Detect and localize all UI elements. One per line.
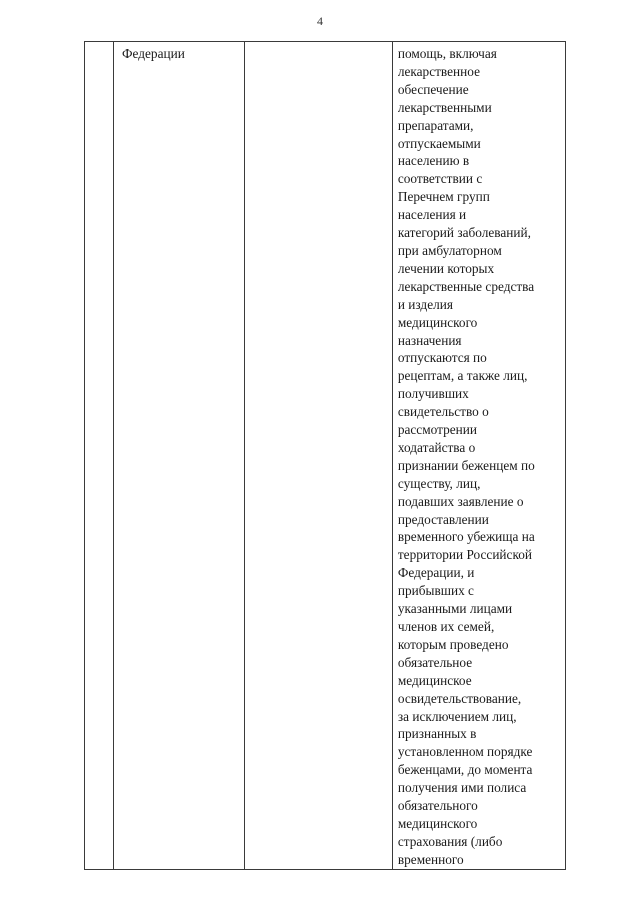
description-line: временного убежища на: [397, 529, 535, 545]
description-line: временного: [397, 851, 464, 867]
description-line: Перечнем групп: [397, 189, 490, 205]
table-cell-empty: [244, 42, 392, 870]
page-number: 4: [317, 14, 323, 28]
description-line: признанных в: [397, 726, 477, 742]
description-line: освидетельствование,: [397, 690, 522, 706]
description-line: получивших: [397, 386, 469, 402]
description-line: признании беженцем по: [397, 457, 535, 473]
table-row: [85, 42, 566, 870]
description-line: Федерации, и: [397, 565, 475, 581]
description-line: лекарственными: [397, 99, 492, 115]
table-cell-description: [392, 42, 565, 870]
description-line: лекарственное: [397, 63, 480, 79]
description-line: рецептам, а также лиц,: [397, 368, 528, 384]
description-line: получения ими полиса: [397, 780, 527, 796]
description-line: беженцами, до момента: [397, 762, 533, 778]
description-line: отпускаются по: [397, 350, 487, 366]
description-line: отпускаемыми: [397, 135, 481, 151]
description-line: категорий заболеваний,: [397, 225, 531, 241]
description-line: обеспечение: [397, 81, 469, 97]
cell-text-federation: Федерации: [122, 46, 185, 61]
table-cell-number: [85, 42, 114, 870]
description-line: медицинского: [397, 314, 478, 330]
description-line: назначения: [397, 332, 462, 348]
description-line: прибывших с: [397, 583, 474, 599]
description-line: членов их семей,: [397, 619, 495, 634]
description-line: которым проведено: [397, 636, 509, 652]
description-line: за исключением лиц,: [397, 708, 517, 724]
description-line: рассмотрении: [397, 422, 477, 438]
table-cell-name: [114, 42, 245, 870]
description-line: соответствии с: [397, 171, 483, 187]
description-line: страхования (либо: [397, 833, 503, 849]
description-line: населения и: [397, 207, 467, 223]
description-line: препаратами,: [397, 117, 474, 133]
cell-text-description: [393, 42, 565, 869]
description-line: лечении которых: [397, 260, 495, 276]
description-line: помощь, включая: [397, 46, 497, 61]
description-line: лекарственные средства: [397, 278, 535, 294]
description-line: территории Российской: [397, 547, 533, 563]
description-line: существу, лиц,: [397, 475, 481, 491]
description-line: обязательного: [397, 798, 478, 814]
description-line: при амбулаторном: [397, 242, 502, 258]
description-line: подавших заявление о: [397, 493, 524, 509]
document-table: [84, 41, 566, 870]
description-line: и изделия: [397, 296, 453, 312]
description-line: населению в: [397, 153, 470, 169]
description-line: указанными лицами: [397, 601, 513, 617]
description-line: обязательное: [397, 654, 473, 670]
description-line: ходатайства о: [397, 439, 476, 455]
description-line: свидетельство о: [397, 404, 489, 420]
description-line: медицинского: [397, 815, 478, 831]
description-line: установленном порядке: [397, 744, 533, 760]
description-line: предоставлении: [397, 511, 489, 527]
description-line: медицинское: [397, 672, 472, 688]
